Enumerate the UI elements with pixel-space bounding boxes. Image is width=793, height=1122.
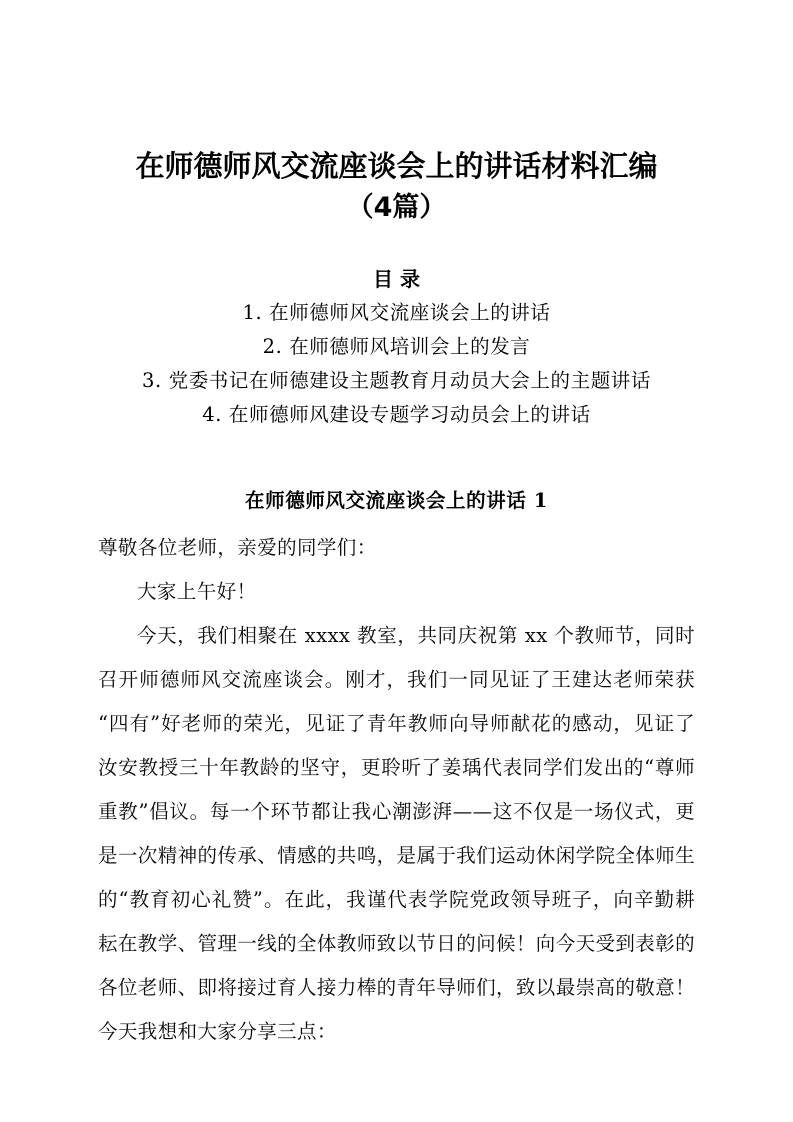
toc-item[interactable]: 1. 在师德师风交流座谈会上的讲话	[242, 301, 551, 324]
opening-paragraph: 今天，我们相聚在 xxxx 教室，共同庆祝第 xx 个教师节，同时召开师德师风交流座谈会。刚才，我们一同见证了王建达老师荣获“四有”好老师的荣光，见证了青年教师向导师献花的感动，见证了汝安教授三十年教龄的坚守，更聆听了姜瑀代表同学们发出的“尊师重教”倡议。每一个环节都让我心潮澎湃——这不仅是一场仪式，更是一次精神的传承、情感的共鸣，是属于我们运动休闲学院全体师生的“教育初心礼赞”。在此，我谨代表学院党政领导班子，向辛勤耕耘在教学、管理一线的全体教师致以节日的问候！向今天受到表彰的各位老师、即将接过育人接力棒的青年导师们，致以最崇高的敬意！今天我想和大家分享三点：	[98, 624, 696, 1043]
table-of-contents	[98, 296, 695, 432]
section-body	[98, 520, 695, 1054]
section-title: 在师德师风交流座谈会上的讲话 1	[245, 489, 548, 512]
document-title: 在师德师风交流座谈会上的讲话材料汇编	[135, 149, 658, 183]
toc-item[interactable]: 3. 党委书记在师德建设主题教育月动员大会上的主题讲话	[141, 369, 651, 392]
toc-heading: 目 录	[373, 267, 420, 291]
toc-item[interactable]: 4. 在师德师风建设专题学习动员会上的讲话	[202, 403, 591, 426]
greeting-paragraph: 大家上午好！	[137, 580, 257, 603]
salutation-paragraph: 尊敬各位老师，亲爱的同学们：	[98, 536, 377, 559]
document-subtitle: （4篇）	[346, 192, 447, 223]
toc-item[interactable]: 2. 在师德师风培训会上的发言	[262, 335, 531, 358]
